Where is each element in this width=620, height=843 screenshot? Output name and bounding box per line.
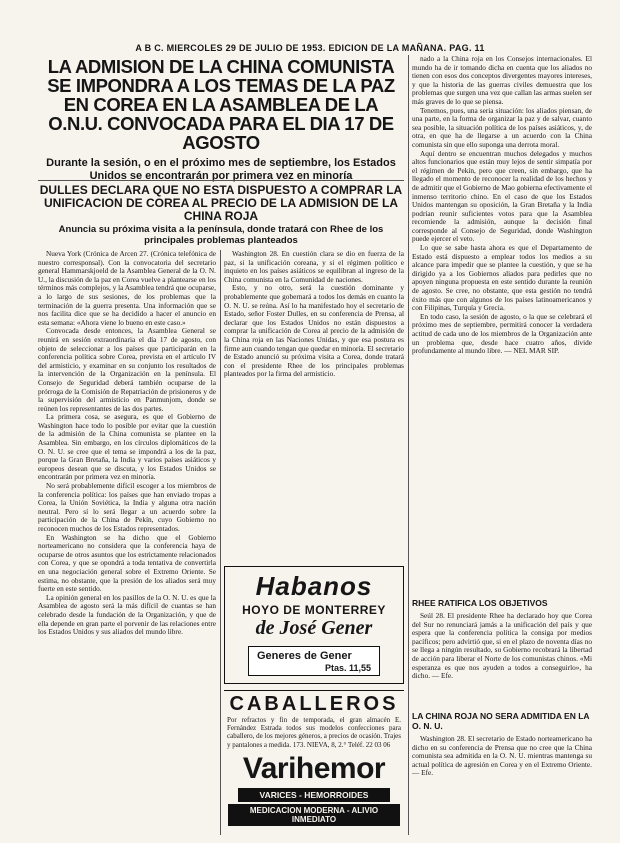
paragraph: En todo caso, la sesión de agosto, o la que se celebrará el próximo mes de septiembre, permitirá conocer la verdadera actitud de cada uno de los miembros de la Organización ante un problema que, desde hace cuatro años, divide profundamente al mundo libre. — NEL MAR SIP. bbox=[412, 311, 592, 356]
column-rule bbox=[220, 250, 221, 835]
main-headline: LA ADMISION DE LA CHINA COMUNISTA SE IMPONDRA A LOS TEMAS DE LA PAZ EN COREA EN LA ASAMBLEA DE LA O.N.U. CONVOCADA PARA EL DIA 17 DE AGOSTO bbox=[47, 56, 395, 153]
product-name: Generes de Gener bbox=[257, 650, 352, 662]
article-column-2 bbox=[224, 250, 404, 460]
paragraph: Convocada desde entonces, la Asamblea General se reunirá en sesión extraordinaria el día 17 de agosto, con objeto de seleccionar a los países que participarán en la conferencia política sobre Corea, prevista en el artículo IV del armisticio, y examinar en su conjunto los resultados de la intervención de la Organización en la península. El Consejo de Seguridad deberá también ocuparse de la prórroga de la Comisión de Repatriación de prisioneros y de la supervisión del armisticio en Panmunjom, donde se reúnen los representantes de las dos partes. bbox=[38, 326, 216, 413]
paragraph: Washington 28. El secretario de Estado norteamericano ha dicho en su conferencia de Prensa que no cree que la China comunista sea admitida en la O. N. U. mientras mantenga su actual política de agresión en Corea y en el Extremo Oriente. — Efe. bbox=[412, 735, 592, 778]
china-section-title: LA CHINA ROJA NO SERA ADMITIDA EN LA O. N. U. bbox=[412, 711, 590, 731]
column-rule bbox=[408, 55, 409, 835]
jose-gener-text: de José Gener bbox=[255, 617, 373, 639]
rhee-section-title: RHEE RATIFICA LOS OBJETIVOS bbox=[412, 598, 548, 608]
paragraph: No será probablemente difícil escoger a los miembros de la conferencia política: los países que han enviado tropas a Corea, la Unión Soviética, la India y alguna otra nación neutral. Pero sí lo será llegar a un acuerdo sobre la participación de la China de Pekín, cuyo Gobierno no reconocen muchos de los Estados representados. bbox=[38, 481, 216, 533]
paragraph: Aquí dentro se encuentran muchos delegados y muchos altos funcionarios que están muy lejos de sentir simpatía por el régimen de Pekín, pero que creen, sin embargo, que ha llegado el momento de reconocer la realidad de los hechos y de admitir que el Gobierno de Mao gobierna efectivamente el inmenso territorio chino. En el caso de que los Estados Unidos mantengan su oposición, la Gran Bretaña y la India podrían reunir suficientes votos para que la Asamblea recomiende la admisión, aunque la decisión final corresponde al Consejo de Seguridad, donde Washington puede ejercer el veto. bbox=[412, 148, 592, 244]
hoyo-de-monterrey-text: HOYO DE MONTERREY bbox=[242, 603, 386, 617]
paragraph: Seúl 28. El presidente Rhee ha declarado hoy que Corea del Sur no renunciará jamás a la unificación del país y que espera que la conferencia política la consiga por medios pacíficos; pero advirtió que, si en el plazo de noventa días no se llega a ningún resultado, su Gobierno recobrará la libertad de acción para liberar el Norte de los comunistas chinos. «Mi esperanza es que nos ayuden a todos a conseguirlo», ha dicho. — Efe. bbox=[412, 612, 592, 681]
paragraph: Esto, y no otro, será la cuestión dominante y probablemente que gobernará a todos los demás en cuanto la O. N. U. se reúna. Así lo ha manifestado hoy el secretario de Estado, señor Foster Dulles, en su conferencia de Prensa, al declarar que los Estados Unidos no están dispuestos a comprar la unificación de Corea al precio de la admisión de la China roja en las Naciones Unidas, y que esa postura es firme aun cuando tengan que quedar en minoría. El secretario de Estado anunció su próxima visita a Corea, donde tratará con el presidente Rhee de los principales problemas planteados por la firma del armisticio. bbox=[224, 283, 404, 379]
paragraph: nado a la China roja en los Consejos internacionales. El mundo ha de ir tomando dicha en cuenta que los aliados no tienen con esos dos conceptos divergentes mayores intereses, y que la historia de las guerras civiles demuestra que los problemas que surgen una vez que callan las armas suelen ser más graves de lo que se piensa. bbox=[412, 55, 592, 106]
page-header: A B C. MIERCOLES 29 DE JULIO DE 1953. EDICION DE LA MAÑANA. PAG. 11 bbox=[135, 43, 485, 53]
paragraph: Tenemos, pues, una seria situación: los aliados piensan, de una parte, en la forma de organizar la paz y de salvar, cuanto sea posible, la situación política de los países asiáticos, y, de otra, en que ha de llegarse a un acuerdo con la China comunista sin que ello suponga una derrota moral. bbox=[412, 105, 592, 149]
varihemor-advertisement bbox=[224, 752, 404, 834]
paragraph: Nueva York (Crónica de Arcen 27. (Crónica telefónica de nuestro corresponsal). Con la convocatoria del secretario general Hammarskjoeld de la Asamblea General de la O. N. U., la discusión de la paz en Corea vuelve a plantearse en los términos más complejos, y la Asamblea tendrá que ocuparse, a lo largo de sus sesiones, de los problemas que la terminación de la guerra presenta. Una información que se nos facilita dice que se ha decidido a hacer el anuncio en esta semana: «Ahora viene lo bueno en este caso.» bbox=[38, 250, 216, 327]
paragraph: La opinión general en los pasillos de la O. N. U. es que la Asamblea de agosto será la más difícil de cuantas se han celebrado desde la fundación de la Organización, y que de ella depende en gran parte el porvenir de las relaciones entre los Estados Unidos y sus aliados del mundo libre. bbox=[38, 592, 216, 637]
china-article bbox=[412, 735, 592, 835]
dulles-subhead: DULLES DECLARA QUE NO ESTA DISPUESTO A COMPRAR LA UNIFICACION DE COREA AL PRECIO DE LA ADMISION DE LA CHINA ROJA bbox=[39, 183, 403, 223]
article-column-1 bbox=[38, 250, 216, 835]
article-column-3 bbox=[412, 55, 592, 591]
headline-rule bbox=[38, 180, 404, 181]
price-box bbox=[248, 646, 380, 676]
habanos-brand: Habanos bbox=[255, 571, 373, 601]
habanos-advertisement bbox=[224, 566, 404, 684]
headline-deck: Durante la sesión, o en el próximo mes de septiembre, los Estados Unidos se encontrarán por primera vez en minoría bbox=[46, 157, 396, 182]
caballeros-advertisement bbox=[224, 690, 404, 750]
caballeros-title: CABALLEROS bbox=[229, 693, 399, 715]
dulles-deck: Anuncia su próxima visita a la península, donde tratará con Rhee de los principales problemas planteados bbox=[58, 224, 384, 246]
paragraph: En Washington se ha dicho que el Gobierno norteamericano no considera que la conferencia haya de ocuparse de otros asuntos que los estrictamente relacionados con Corea, y que se opondrá a toda tentativa de convertirla en una negociación general sobre el Extremo Oriente. Se estima, no obstante, que la presión de los aliados será muy fuerte en este sentido. bbox=[38, 532, 216, 594]
paragraph: La primera cosa, se asegura, es que el Gobierno de Washington hace todo lo posible por evitar que la cuestión de la admisión de la China comunista se plantee en la Asamblea. Sin embargo, en los círculos diplomáticos de la O. N. U. se cree que el tema se impondrá a los de la paz, porque la Gran Bretaña, la India y varios países asiáticos y europeos desean que se discuta, y los Estados Unidos se encontrarán por primera vez en minoría. bbox=[38, 412, 216, 482]
varihemor-tagline: VARICES - HEMORROIDES bbox=[238, 788, 390, 802]
rhee-article bbox=[412, 612, 592, 684]
caballeros-body: Por refractos y fin de temporada, el gran almacén E. Fernández Estrada todos sus modelos confecciones para caballero, de los mejores géneros, a precios de ocasión. Trajes y pantalones a medida. 173. NIEVA, 8, 2.° Teléf. 22 03 06 bbox=[227, 716, 401, 749]
varihemor-brand: Varihemor bbox=[242, 752, 386, 785]
product-price: Ptas. 11,55 bbox=[324, 663, 371, 673]
paragraph: Washington 28. En cuestión clara se dio en fuerza de la paz, si la unificación coreana, y si el régimen político e inquieto en los países asiáticos se equilibran al ingreso de la China comunista en la Comunidad de naciones. bbox=[224, 250, 404, 284]
paragraph: Lo que se sabe hasta ahora es que el Departamento de Estado está dispuesto a emplear todos los medios a su alcance para impedir que se plantee la cuestión, y que se ha dirigido ya a los Gobiernos aliados para pedirles que no apoyen ninguna propuesta en este sentido durante la reunión de agosto. Se cree, no obstante, que esta gestión no tendrá éxito más que con algunos de los países latinoamericanos y con Filipinas, Turquía y Grecia. bbox=[412, 243, 592, 313]
varihemor-subtagline: MEDICACION MODERNA - ALIVIO INMEDIATO bbox=[228, 804, 400, 826]
